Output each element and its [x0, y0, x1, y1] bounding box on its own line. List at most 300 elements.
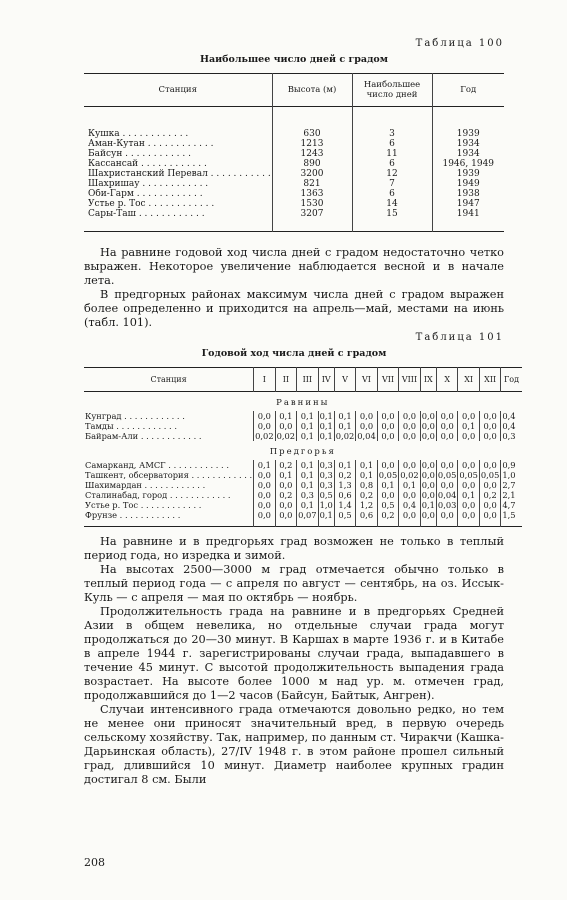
cell-text: 0,02	[276, 431, 296, 441]
table-row	[84, 159, 504, 169]
value-cell	[432, 169, 504, 179]
station-cell	[84, 199, 272, 209]
cell-text: 0,0	[483, 510, 497, 520]
cell-text: 0,2	[483, 490, 497, 500]
cell-text: Самарканд, АМСГ . . .	[85, 460, 229, 470]
value-cell	[458, 500, 479, 510]
cell-text: 0,1	[462, 421, 476, 431]
cell-text: 15	[386, 209, 398, 219]
value-cell	[318, 470, 334, 480]
value-cell	[275, 470, 296, 480]
cell-text: 0,9	[502, 460, 516, 470]
cell-text: 0,1	[300, 411, 314, 421]
value-cell	[377, 411, 398, 421]
cell-text: 0,05	[480, 470, 500, 480]
value-cell	[352, 209, 432, 232]
cell-text: 0,0	[402, 421, 417, 431]
value-cell	[254, 431, 275, 441]
cell-text: 0,3	[319, 480, 333, 490]
value-cell	[479, 480, 500, 490]
cell-text: 0,6	[359, 510, 374, 520]
value-cell	[356, 480, 377, 490]
section-title: Равнины	[276, 398, 330, 408]
value-cell	[318, 460, 334, 470]
value-cell	[479, 500, 500, 510]
value-cell	[432, 107, 504, 140]
cell-text: 0,0	[483, 460, 497, 470]
table-101-title: Годовой ход числа дней с градом	[201, 348, 387, 359]
table-100	[84, 73, 504, 232]
cell-text: 1,3	[338, 480, 352, 490]
value-cell	[272, 189, 352, 199]
value-cell	[399, 411, 420, 421]
station-cell	[84, 159, 272, 169]
cell-text: 0,1	[257, 460, 271, 470]
value-cell	[318, 431, 334, 441]
station-cell	[84, 209, 272, 232]
value-cell	[297, 500, 318, 510]
table-101-number: Таблица 101	[415, 332, 504, 343]
value-cell	[501, 500, 522, 510]
cell-text: 0,0	[381, 421, 395, 431]
cell-text: 630	[303, 129, 321, 139]
value-cell	[275, 460, 296, 470]
cell-text: 0,0	[462, 500, 476, 510]
value-cell	[377, 510, 398, 527]
value-cell	[432, 159, 504, 169]
paragraph: На равнине годовой ход числа дней с градом недостаточно четко выражен. Некоторое увеличение наблюдается весной и в начале лета.	[84, 246, 504, 287]
cell-text: 0,0	[359, 411, 374, 421]
value-cell	[275, 500, 296, 510]
value-cell	[458, 470, 479, 480]
value-cell	[272, 107, 352, 140]
cell-text: 1,0	[502, 470, 516, 480]
cell-text: 2,1	[502, 490, 516, 500]
cell-text: 6	[389, 189, 395, 199]
cell-text: 0,0	[257, 490, 271, 500]
value-cell	[275, 480, 296, 490]
value-cell	[501, 470, 522, 480]
cell-text: Шахимардан . . .	[85, 480, 205, 490]
value-cell	[458, 480, 479, 490]
table-row	[84, 139, 504, 149]
cell-text: 0,0	[381, 490, 395, 500]
cell-text: 0,0	[402, 490, 417, 500]
cell-text: 1947	[456, 199, 480, 209]
cell-text: 0,1	[319, 411, 333, 421]
value-cell	[420, 411, 436, 421]
cell-text: 0,1	[319, 431, 333, 441]
cell-text: 0,1	[381, 480, 395, 490]
table-101	[84, 367, 522, 527]
value-cell	[479, 411, 500, 421]
station-cell	[84, 411, 254, 421]
table-row	[84, 460, 522, 470]
cell-text: 0,1	[421, 500, 435, 510]
value-cell	[254, 470, 275, 480]
cell-text: 0,1	[462, 490, 476, 500]
cell-text: 1,4	[338, 500, 352, 510]
value-cell	[458, 431, 479, 441]
cell-text: 1946, 1949	[442, 159, 495, 169]
cell-text: Аман-Кутан . . .	[88, 139, 214, 149]
table-101-header: IV	[318, 368, 334, 392]
station-cell	[84, 139, 272, 149]
table-100-header: Год	[432, 74, 504, 107]
cell-text: 4,7	[502, 500, 516, 510]
value-cell	[356, 490, 377, 500]
cell-text: 0,0	[279, 480, 293, 490]
value-cell	[479, 510, 500, 527]
cell-text: 0,0	[421, 460, 435, 470]
cell-text: 0,0	[257, 500, 271, 510]
cell-text: 0,04	[437, 490, 457, 500]
cell-text: Байрам-Али . . .	[85, 431, 201, 441]
table-row	[84, 480, 522, 490]
paragraph: На высотах 2500—3000 м град отмечается обычно только в теплый период года — с апреля по август — сентябрь, на оз. Иссык-Куль — с апреля — мая по октябрь — ноябрь.	[84, 563, 504, 604]
value-cell	[334, 431, 355, 441]
cell-text: 0,05	[378, 470, 398, 480]
cell-text: 0,0	[257, 510, 271, 520]
cell-text: 0,2	[338, 470, 352, 480]
cell-text: 0,1	[300, 500, 314, 510]
cell-text: 0,0	[257, 411, 271, 421]
table-row	[84, 189, 504, 199]
table-100-title: Наибольшее число дней с градом	[199, 54, 389, 65]
table-101-header: V	[334, 368, 355, 392]
cell-text: 890	[303, 159, 321, 169]
cell-text: 0,0	[257, 480, 271, 490]
cell-text: 3	[389, 129, 395, 139]
cell-text: 0,5	[319, 490, 333, 500]
value-cell	[352, 139, 432, 149]
cell-text: Шахристанский Перевал . . .	[88, 169, 272, 179]
cell-text: Устье р. Тос . . .	[88, 199, 214, 209]
table-100-header: Высота (м)	[272, 74, 352, 107]
value-cell	[275, 411, 296, 421]
cell-text: 1939	[456, 129, 480, 139]
table-101-header: II	[275, 368, 296, 392]
table-101-header: Год	[501, 368, 522, 392]
cell-text: 0,0	[440, 421, 454, 431]
cell-text: Ташкент, обсерватория . . .	[85, 470, 252, 480]
value-cell	[420, 460, 436, 470]
table-row	[84, 209, 504, 232]
value-cell	[334, 411, 355, 421]
table-100-number: Таблица 100	[415, 38, 504, 49]
cell-text: 0,1	[319, 510, 333, 520]
cell-text: Оби-Гарм . . .	[88, 189, 203, 199]
value-cell	[377, 470, 398, 480]
cell-text: 3200	[300, 169, 324, 179]
value-cell	[420, 431, 436, 441]
value-cell	[352, 169, 432, 179]
paragraph: Случаи интенсивного града отмечаются довольно редко, но тем не менее они приносят значительный вред, в первую очередь сельскому хозяйству. Так, например, по данным ст. Чиракчи (Кашка-Дарьинская область), 27/IV 1948 г. в этом районе прошел сильный град, длившийся 10 минут. Диаметр наиболее крупных градин достигал 8 см. Были	[84, 703, 504, 786]
value-cell	[272, 139, 352, 149]
cell-text: Фрунзе . . .	[85, 510, 180, 520]
cell-text: 0,1	[359, 470, 374, 480]
cell-text: 0,1	[338, 421, 352, 431]
cell-text: 0,3	[502, 431, 516, 441]
table-101-header: I	[254, 368, 275, 392]
value-cell	[432, 199, 504, 209]
value-cell	[420, 500, 436, 510]
table-row	[84, 179, 504, 189]
cell-text: 0,2	[279, 460, 293, 470]
value-cell	[399, 460, 420, 470]
cell-text: 6	[389, 159, 395, 169]
cell-text: 0,0	[440, 431, 454, 441]
cell-text: 0,1	[300, 470, 314, 480]
cell-text: 1363	[300, 189, 324, 199]
section-row	[84, 392, 522, 412]
value-cell	[254, 510, 275, 527]
cell-text: 0,1	[300, 480, 314, 490]
value-cell	[432, 149, 504, 159]
cell-text: 0,6	[338, 490, 352, 500]
table-101-header: XII	[479, 368, 500, 392]
value-cell	[436, 460, 457, 470]
cell-text: 0,1	[300, 421, 314, 431]
cell-text: 0,0	[381, 431, 395, 441]
cell-text: 0,2	[381, 510, 395, 520]
paragraph: Продолжительность града на равнине и в предгорьях Средней Азии в общем невелика, но отдельные случаи града могут продолжаться до 20—30 минут. В Каршах в марте 1936 г. и в Китабе в апреле 1944 г. зарегистрированы случаи града, выпадавшего в течение 45 минут. С высотой продолжительность выпадения града возрастает. На высоте более 1000 м над ур. м. отмечен град, продолжавшийся до 1—2 часов (Байсун, Байтык, Ангрен).	[84, 605, 504, 702]
value-cell	[275, 510, 296, 527]
table-row	[84, 490, 522, 500]
cell-text: 0,0	[402, 510, 417, 520]
cell-text: 0,4	[502, 411, 516, 421]
table-101-header: Станция	[150, 375, 187, 384]
value-cell	[352, 107, 432, 140]
value-cell	[432, 209, 504, 232]
value-cell	[436, 470, 457, 480]
cell-text: 1,2	[359, 500, 374, 510]
cell-text: 1938	[456, 189, 480, 199]
value-cell	[377, 460, 398, 470]
table-row	[84, 510, 522, 527]
value-cell	[272, 199, 352, 209]
station-cell	[84, 480, 254, 490]
value-cell	[377, 480, 398, 490]
station-cell	[84, 500, 254, 510]
value-cell	[356, 470, 377, 480]
value-cell	[399, 480, 420, 490]
table-row	[84, 107, 504, 140]
value-cell	[377, 500, 398, 510]
value-cell	[436, 500, 457, 510]
table-101-header: VI	[356, 368, 377, 392]
page-number: 208	[84, 856, 105, 869]
station-cell	[84, 470, 254, 480]
cell-text: 0,3	[319, 460, 333, 470]
cell-text: 1243	[300, 149, 324, 159]
table-100-header: Станция	[158, 85, 197, 95]
cell-text: 1934	[456, 139, 480, 149]
cell-text: 1213	[300, 139, 324, 149]
station-cell	[84, 510, 254, 527]
value-cell	[458, 460, 479, 470]
table-row	[84, 169, 504, 179]
value-cell	[352, 149, 432, 159]
cell-text: 1941	[456, 209, 480, 219]
value-cell	[297, 510, 318, 527]
value-cell	[272, 179, 352, 189]
cell-text: 0,04	[357, 431, 376, 441]
cell-text: 0,0	[257, 421, 271, 431]
value-cell	[432, 139, 504, 149]
value-cell	[399, 500, 420, 510]
table-row	[84, 411, 522, 421]
cell-text: 0,5	[338, 510, 352, 520]
value-cell	[272, 149, 352, 159]
cell-text: 0,2	[359, 490, 374, 500]
value-cell	[432, 189, 504, 199]
value-cell	[501, 411, 522, 421]
station-cell	[84, 421, 254, 431]
value-cell	[479, 431, 500, 441]
value-cell	[356, 421, 377, 431]
cell-text: 1,0	[319, 500, 333, 510]
value-cell	[297, 431, 318, 441]
value-cell	[254, 500, 275, 510]
cell-text: 0,07	[298, 510, 317, 520]
cell-text: 0,0	[279, 500, 293, 510]
cell-text: 3207	[300, 209, 324, 219]
value-cell	[432, 179, 504, 189]
cell-text: Тамды . . .	[85, 421, 177, 431]
value-cell	[501, 421, 522, 431]
value-cell	[334, 460, 355, 470]
cell-text: Кассансай . . .	[88, 159, 207, 169]
value-cell	[377, 421, 398, 431]
value-cell	[501, 480, 522, 490]
cell-text: 12	[386, 169, 398, 179]
cell-text: 0,0	[440, 460, 454, 470]
value-cell	[458, 421, 479, 431]
cell-text: 1934	[456, 149, 480, 159]
cell-text: 0,0	[381, 411, 395, 421]
value-cell	[458, 510, 479, 527]
station-cell	[84, 107, 272, 140]
value-cell	[501, 490, 522, 500]
value-cell	[318, 480, 334, 490]
cell-text: 0,0	[402, 411, 417, 421]
value-cell	[458, 411, 479, 421]
value-cell	[352, 179, 432, 189]
cell-text: 0,0	[421, 480, 435, 490]
station-cell	[84, 149, 272, 159]
value-cell	[318, 490, 334, 500]
cell-text: Кунград . . .	[85, 411, 185, 421]
table-101-header: XI	[458, 368, 479, 392]
cell-text: Сталинабад, город . . .	[85, 490, 231, 500]
cell-text: 0,0	[440, 411, 454, 421]
station-cell	[84, 490, 254, 500]
cell-text: 0,1	[338, 460, 352, 470]
paragraphs-1	[84, 246, 504, 330]
value-cell	[254, 421, 275, 431]
value-cell	[356, 460, 377, 470]
section-title: Предгорья	[269, 447, 336, 457]
value-cell	[297, 411, 318, 421]
cell-text: 0,0	[462, 480, 476, 490]
value-cell	[318, 411, 334, 421]
value-cell	[356, 510, 377, 527]
value-cell	[479, 470, 500, 480]
cell-text: Шахришау . . .	[88, 179, 208, 189]
value-cell	[272, 209, 352, 232]
value-cell	[297, 470, 318, 480]
value-cell	[479, 490, 500, 500]
cell-text: 0,0	[483, 421, 497, 431]
value-cell	[420, 510, 436, 527]
cell-text: 0,1	[359, 460, 374, 470]
cell-text: 0,02	[400, 470, 419, 480]
table-100-header: Наибольшее число дней	[352, 74, 432, 107]
cell-text: 0,0	[421, 510, 435, 520]
cell-text: 0,1	[402, 480, 417, 490]
cell-text: 0,0	[257, 470, 271, 480]
paragraph: В предгорных районах максимум числа дней с градом выражен более определенно и приходится на апрель—май, местами на июнь (табл. 101).	[84, 288, 504, 329]
cell-text: 0,0	[440, 510, 454, 520]
cell-text: 0,3	[300, 490, 314, 500]
paragraph: На равнине и в предгорьях град возможен не только в теплый период года, но изредка и зимой.	[84, 535, 504, 562]
cell-text: 0,1	[300, 460, 314, 470]
value-cell	[272, 169, 352, 179]
value-cell	[318, 510, 334, 527]
value-cell	[334, 470, 355, 480]
value-cell	[436, 431, 457, 441]
table-101-header: IX	[420, 368, 436, 392]
cell-text: Устье р. Тос . . .	[85, 500, 201, 510]
station-cell	[84, 189, 272, 199]
value-cell	[272, 159, 352, 169]
table-row	[84, 421, 522, 431]
value-cell	[334, 421, 355, 431]
value-cell	[436, 480, 457, 490]
value-cell	[254, 411, 275, 421]
cell-text: 0,3	[319, 470, 333, 480]
cell-text: 0,1	[338, 411, 352, 421]
table-row	[84, 470, 522, 480]
value-cell	[254, 480, 275, 490]
cell-text: 0,0	[279, 421, 293, 431]
value-cell	[399, 470, 420, 480]
table-row	[84, 199, 504, 209]
cell-text: 0,0	[462, 431, 476, 441]
value-cell	[399, 510, 420, 527]
value-cell	[399, 421, 420, 431]
cell-text: 0,0	[421, 470, 435, 480]
value-cell	[436, 421, 457, 431]
cell-text: 0,2	[279, 490, 293, 500]
value-cell	[399, 431, 420, 441]
value-cell	[275, 421, 296, 431]
cell-text: 0,0	[483, 480, 497, 490]
value-cell	[501, 431, 522, 441]
value-cell	[420, 480, 436, 490]
value-cell	[352, 189, 432, 199]
value-cell	[352, 159, 432, 169]
value-cell	[297, 490, 318, 500]
value-cell	[254, 460, 275, 470]
cell-text: 14	[386, 199, 398, 209]
cell-text: 0,0	[402, 460, 417, 470]
cell-text: 6	[389, 139, 395, 149]
value-cell	[436, 510, 457, 527]
paragraphs-2	[84, 535, 504, 787]
value-cell	[275, 431, 296, 441]
